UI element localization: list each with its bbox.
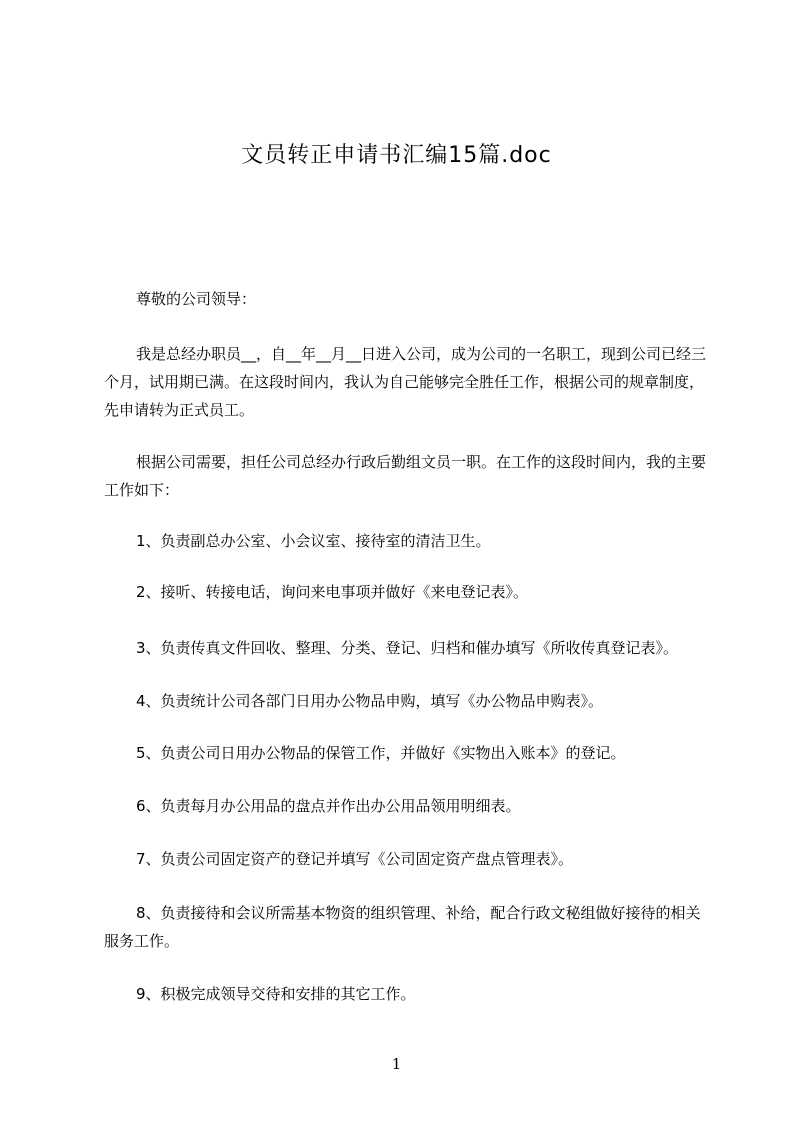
duty-item-4: 4、负责统计公司各部门日用办公物品申购，填写《办公物品申购表》。 [136, 692, 604, 710]
salutation: 尊敬的公司领导： [136, 290, 257, 308]
duty-item-8: 8、负责接待和会议所需基本物资的组织管理、补给，配合行政文秘组做好接待的相关服务工作。 [104, 904, 701, 950]
document-title: 文员转正申请书汇编15篇.doc [241, 143, 552, 168]
duty-item-3: 3、负责传真文件回收、整理、分类、登记、归档和催办填写《所收传真登记表》。 [136, 639, 679, 657]
page-number: 1 [391, 1055, 402, 1073]
duty-item-1: 1、负责副总办公室、小会议室、接待室的清洁卫生。 [136, 532, 491, 550]
body-paragraph-2: 根据公司需要，担任公司总经办行政后勤组文员一职。在工作的这段时间内，我的主要工作如下： [104, 453, 707, 499]
duty-item-5: 5、负责公司日用办公物品的保管工作，并做好《实物出入账本》的登记。 [136, 744, 626, 762]
duty-item-9: 9、积极完成领导交待和安排的其它工作。 [136, 985, 416, 1003]
duty-item-6: 6、负责每月办公用品的盘点并作出办公用品领用明细表。 [136, 797, 521, 815]
duty-item-7: 7、负责公司固定资产的登记并填写《公司固定资产盘点管理表》。 [136, 850, 574, 868]
duty-item-2: 2、接听、转接电话，询问来电事项并做好《来电登记表》。 [136, 583, 529, 601]
body-paragraph-1: 我是总经办职员__，自__年__月__日进入公司，成为公司的一名职工，现到公司已经三个月，试用期已满。在这段时间内，我认为自己能够完全胜任工作，根据公司的规章制度，先申请转为正式员工。 [104, 345, 707, 419]
